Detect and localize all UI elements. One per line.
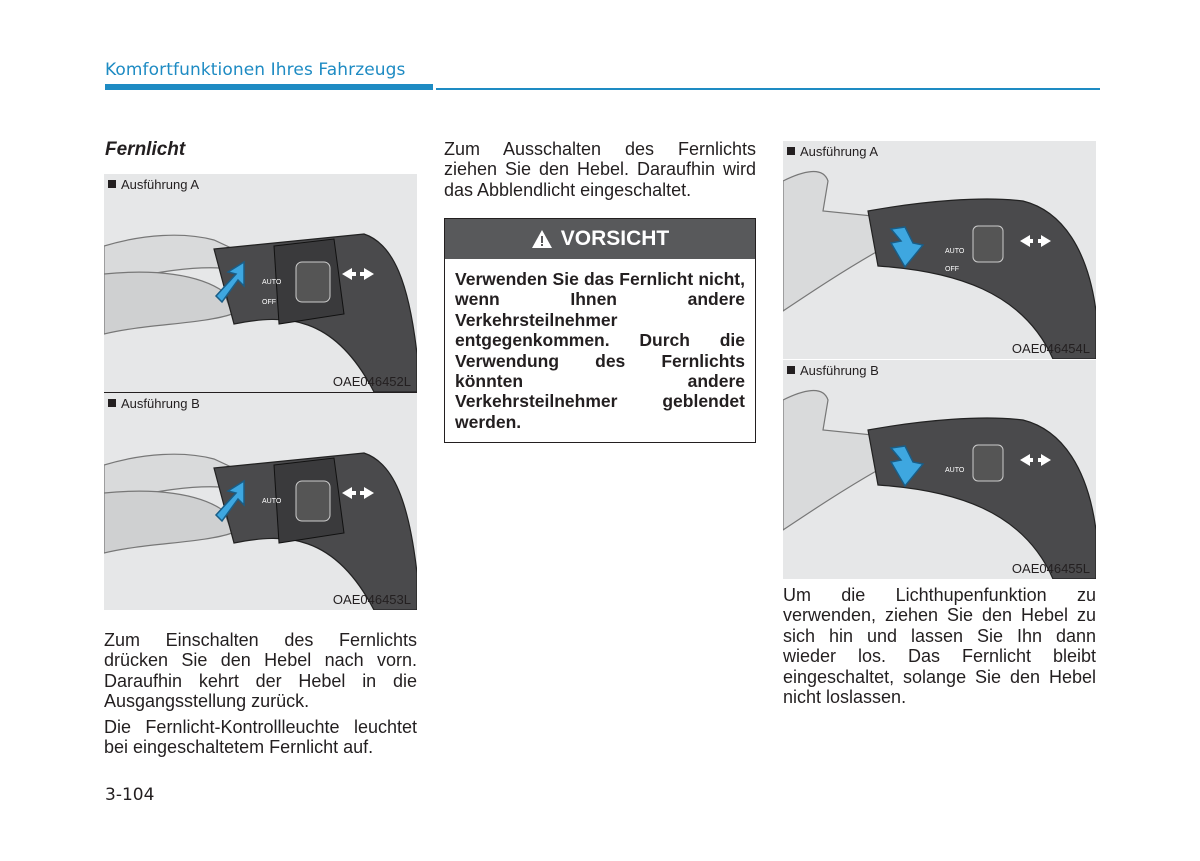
bullet-square-icon: [787, 147, 795, 155]
paragraph: Zum Einschalten des Fernlichts drücken Sie den Hebel nach vorn. Daraufhin kehrt der Hebel in die Ausgangsstellung zurück.: [104, 630, 417, 712]
bullet-square-icon: [108, 180, 116, 188]
figure-code: OAE046455L: [1011, 561, 1090, 576]
warning-triangle-icon: [531, 229, 553, 249]
page-number: 3-104: [105, 785, 155, 805]
warning-title: VORSICHT: [560, 227, 670, 250]
paragraph: Die Fernlicht-Kontrollleuchte leuchtet bei eingeschaltetem Fernlicht auf.: [104, 716, 417, 758]
header-rule-thin: [436, 88, 1100, 90]
header-rule-thick: [105, 84, 433, 90]
off-label: OFF: [945, 266, 959, 273]
lever-push-illustration: [104, 174, 417, 392]
auto-label: AUTO: [262, 279, 282, 286]
figure-label: Ausführung B: [108, 396, 200, 411]
warning-header: [445, 219, 755, 259]
figure-push-version-a: [104, 174, 417, 392]
column-1-text: [104, 630, 417, 762]
column-3-text: [783, 585, 1096, 712]
auto-label: AUTO: [945, 467, 965, 474]
figure-pull-version-b: [783, 360, 1096, 579]
figure-label: Ausführung A: [787, 144, 878, 159]
warning-text: Verwenden Sie das Fernlicht nicht, wenn Ihnen andere Verkehrsteilnehmer entgegenkommen. Durch die Verwendung des Fernlichts könnten andere Verkehrsteilnehmer geblendet werden.: [455, 269, 745, 432]
column-2-text: [444, 139, 756, 205]
lever-push-illustration: [104, 393, 417, 610]
section-title: Fernlicht: [105, 139, 186, 160]
figure-label: Ausführung B: [787, 363, 879, 378]
figure-code: OAE046453L: [332, 592, 411, 607]
lever-pull-illustration: [783, 360, 1096, 579]
bullet-square-icon: [787, 366, 795, 374]
off-label: OFF: [262, 299, 276, 306]
lever-pull-illustration: [783, 141, 1096, 359]
figure-push-version-b: [104, 393, 417, 610]
figure-code: OAE046454L: [1011, 341, 1090, 356]
paragraph: Um die Lichthupenfunktion zu verwenden, ziehen Sie den Hebel zu sich hin und lassen Sie Ihn dann wieder los. Das Fernlicht bleibt eingeschaltet, solange Sie den Hebel nicht loslassen.: [783, 585, 1096, 708]
auto-label: AUTO: [945, 248, 965, 255]
paragraph: Zum Ausschalten des Fernlichts ziehen Sie den Hebel. Daraufhin wird das Abblendlicht eingeschaltet.: [444, 139, 756, 200]
bullet-square-icon: [108, 399, 116, 407]
auto-label: AUTO: [262, 498, 282, 505]
figure-label: Ausführung A: [108, 177, 199, 192]
warning-box: [444, 218, 756, 443]
figure-pull-version-a: [783, 141, 1096, 359]
figure-code: OAE046452L: [332, 374, 411, 389]
running-header: Komfortfunktionen Ihres Fahrzeugs: [105, 60, 406, 80]
